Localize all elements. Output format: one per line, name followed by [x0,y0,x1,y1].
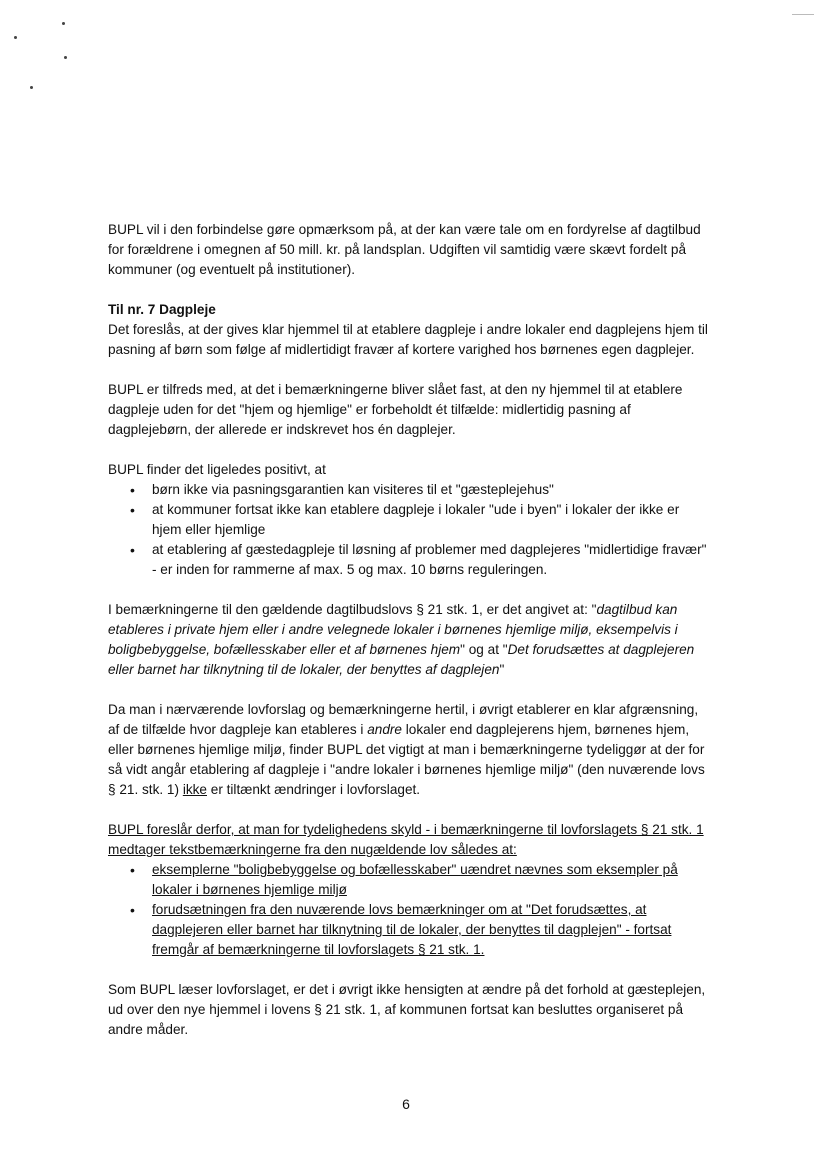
paragraph-cost: BUPL vil i den forbindelse gøre opmærksom på, at der kan være tale om en fordyrelse af dagtilbud for forældrene i omegnen af 50 mill. kr. på landsplan. Udgiften vil samtidig være skævt fordelt på kommuner (og eventuelt på institutioner). [108,222,701,277]
list-item: • at etablering af gæstedagpleje til løsning af problemer med dagplejeres "midlertidige fravær" - er inden for rammerne af max. 5 og max. 10 børns reguleringen. [108,540,708,580]
scan-speck [30,86,33,89]
scan-speck [64,56,67,59]
scan-mark [792,14,814,15]
page-number: 6 [402,1096,410,1112]
text-run: " og at " [460,642,508,657]
section-dagpleje [108,300,708,360]
quote-run: Det forudsættes at dagplejeren eller barnet har tilknytning til de lokaler, der benyttes af dagplejen [108,642,695,677]
paragraph-proposal-bupl: BUPL foreslår derfor, at man for tydelighedens skyld - i bemærkningerne til lovforslagets § 21 stk. 1 medtager tekstbemærkningerne fra den nugældende lov således at: [108,822,704,857]
bullet-list-proposal [108,860,708,960]
paragraph-satisfied: BUPL er tilfreds med, at det i bemærkningerne bliver slået fast, at den ny hjemmel til at etablere dagpleje uden for det "hjem og hjemlige" er forbeholdt ét tilfælde: midlertidig pasning af dagplejebørn, der allerede er indskrevet hos én dagplejer. [108,382,683,437]
quote-run: dagtilbud kan etableres i private hjem eller i andre velegnede lokaler i børnenes hjemlige miljø, eksempelvis i boligbebyggelse, bofællesskaber eller et af børnenes hjem [108,602,678,657]
list-item: • forudsætningen fra den nuværende lovs bemærkninger om at "Det forudsættes, at dagplejeren eller barnet har tilknytning til de lokaler, der benyttes til dagplejen" - fortsat fremgår af bemærkningerne til lovforslagets § 21 stk. 1. [108,900,708,960]
paragraph-clarification [108,700,708,800]
list-item: • eksemplerne "boligbebyggelse og bofællesskaber" uændret nævnes som eksempler på lokaler i børnenes hjemlige miljø [108,860,708,900]
scan-speck [14,36,17,39]
emphasis-run: andre [367,722,402,737]
scan-speck [62,22,65,25]
paragraph-conclusion: Som BUPL læser lovforslaget, er det i øvrigt ikke hensigten at ændre på det forhold at gæsteplejen, ud over den nye hjemmel i lovens § 21 stk. 1, af kommunen fortsat kan besluttes organiseret på andre måder. [108,982,706,1037]
document-body [108,220,708,1060]
section-heading: Til nr. 7 Dagpleje [108,302,216,317]
list-item: • børn ikke via pasningsgarantien kan visiteres til et "gæsteplejehus" [108,480,708,500]
list-item: • at kommuner fortsat ikke kan etablere dagpleje i lokaler "ude i byen" i lokaler der ikke er hjem eller hjemlige [108,500,708,540]
text-run: lokaler end dagplejerens hjem, børnenes hjem, eller børnenes hjemlige miljø, finder BUPL det vigtigt at man i bemærkningerne tydeliggør at der for så vidt angår etablering af dagpleje i "andre lokaler i børnenes hjemlige miljø" (den nuværende lovs § 21. stk. 1) [108,722,705,797]
text-run: I bemærkningerne til den gældende dagtilbudslovs § 21 stk. 1, er det angivet at: " [108,602,597,617]
paragraph-current-law [108,600,708,680]
text-run: Da man i nærværende lovforslag og bemærkningerne hertil, i øvrigt etablerer en klar afgrænsning, af de tilfælde hvor dagpleje kan etableres i [108,702,699,737]
text-run: " [499,662,505,677]
text-run: er tiltænkt ændringer i lovforslaget. [207,782,421,797]
underlined-run: ikke [182,782,207,797]
bullet-list-positive [108,480,708,580]
paragraph-positive-intro: BUPL finder det ligeledes positivt, at [108,462,326,477]
paragraph-proposal: Det foreslås, at der gives klar hjemmel til at etablere dagpleje i andre lokaler end dagplejens hjem til pasning af børn som følge af midlertidigt fravær af kortere varighed hos børnenes egen dagplejer. [108,322,708,357]
